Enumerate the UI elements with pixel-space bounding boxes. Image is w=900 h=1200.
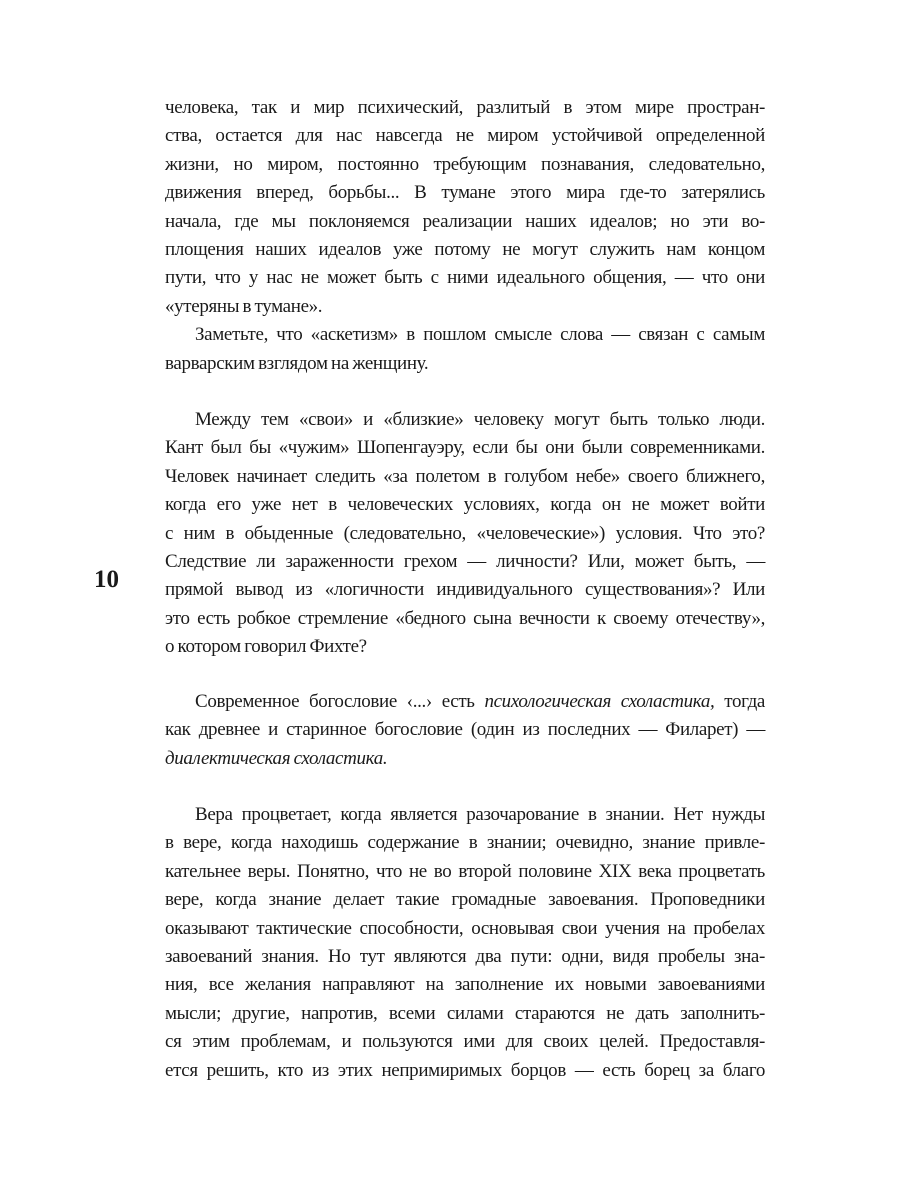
paragraph [165,406,765,662]
text-segment: человека, так и мир психический, разлитый в этом мире простран- [165,97,765,118]
text-line [165,520,765,548]
text-segment: жизни, но миром, постоянно требующим познавания, следовательно, [165,153,765,175]
text-line [165,491,765,519]
text-line [165,1028,765,1056]
text-segment: ния, все желания направляют на заполнение их новыми завоеваниями [165,974,765,996]
text-segment: Заметьте, что «аскетизм» в пошлом смысле слова — связан с самым [195,324,765,346]
text-line [165,94,765,122]
text-line [165,321,765,349]
text-line [165,122,765,150]
text-segment: Вера процветает, когда является разочарование в знании. Нет нужды [195,804,765,825]
italic-text: диалектическая схоластика. [165,747,388,769]
text-line [165,829,765,857]
text-segment: ся этим проблемам, и пользуются ими для своих целей. Предоставля- [165,1031,765,1053]
text-line [165,801,765,829]
text-line [165,576,765,604]
text-segment: о котором говорил Фихте? [165,636,367,658]
text-segment: вере, когда знание делает такие громадные завоевания. Проповедники [165,889,765,911]
text-segment: оказывают тактические способности, основывая свои учения на пробелах [165,917,765,939]
text-segment: Современное богословие ‹...› есть [195,691,485,712]
text-line [165,434,765,462]
text-segment: завоеваний знания. Но тут являются два пути: одни, видя пробелы зна- [165,945,765,967]
text-line [165,745,765,773]
text-line [165,463,765,491]
text-segment: площения наших идеалов уже потому не могут служить нам концом [165,238,765,260]
page-number: 10 [94,566,119,593]
text-line [165,716,765,744]
text-line [165,1000,765,1028]
text-segment: с ним в обыденные (следовательно, «человеческие») условия. Что это? [165,522,765,544]
text-segment: варварским взглядом на женщину. [165,352,429,374]
text-segment: как древнее и старинное богословие (один из последних — Филарет) — [165,719,765,741]
text-line [165,1057,765,1085]
text-line [165,858,765,886]
text-segment: мысли; другие, напротив, всеми силами стараются не дать заполнить- [165,1002,765,1024]
text-line [165,688,765,716]
text-segment: ется решить, кто из этих непримиримых борцов — есть борец за благо [165,1059,765,1081]
paragraph [165,94,765,378]
text-segment: движения вперед, борьбы... В тумане этого мира где-то затерялись [165,182,765,204]
text-segment: тогда [714,691,765,712]
text-line [165,548,765,576]
text-segment: это есть робкое стремление «бедного сына вечности к своему отечеству», [165,607,765,629]
text-segment: Кант был бы «чужим» Шопенгауэру, если бы они были современниками. [165,437,765,459]
text-line [165,208,765,236]
text-line [165,971,765,999]
text-line [165,151,765,179]
text-line [165,605,765,633]
text-segment: начала, где мы поклоняемся реализации наших идеалов; но эти во- [165,210,765,232]
text-line [165,264,765,292]
italic-text: психологическая схоластика, [484,691,715,712]
paragraph [165,801,765,1085]
text-segment: Между тем «свои» и «близкие» человеку могут быть только люди. [195,409,765,430]
text-segment: Следствие ли зараженности грехом — личности? Или, может быть, — [165,550,765,572]
text-line [165,915,765,943]
text-segment: в вере, когда находишь содержание в знании; очевидно, знание привле- [165,832,765,854]
text-line [165,293,765,321]
text-segment: когда его уже нет в человеческих условиях, когда он не может войти [165,494,765,516]
text-segment: «утеряны в тумане». [165,295,323,317]
text-line [165,179,765,207]
text-segment: Человек начинает следить «за полетом в голубом небе» своего ближнего, [165,465,765,487]
text-line [165,236,765,264]
text-segment: кательнее веры. Понятно, что не во второй половине XIX века процветать [165,860,765,882]
text-segment: прямой вывод из «логичности индивидуального существования»? Или [165,579,765,601]
text-segment: ства, остается для нас навсегда не миром устойчивой определенной [165,125,765,147]
text-line [165,633,765,661]
text-line [165,406,765,434]
text-line [165,350,765,378]
paragraph [165,688,765,773]
text-segment: пути, что у нас не может быть с ними идеального общения, — что они [165,267,765,289]
text-line [165,886,765,914]
text-line [165,943,765,971]
